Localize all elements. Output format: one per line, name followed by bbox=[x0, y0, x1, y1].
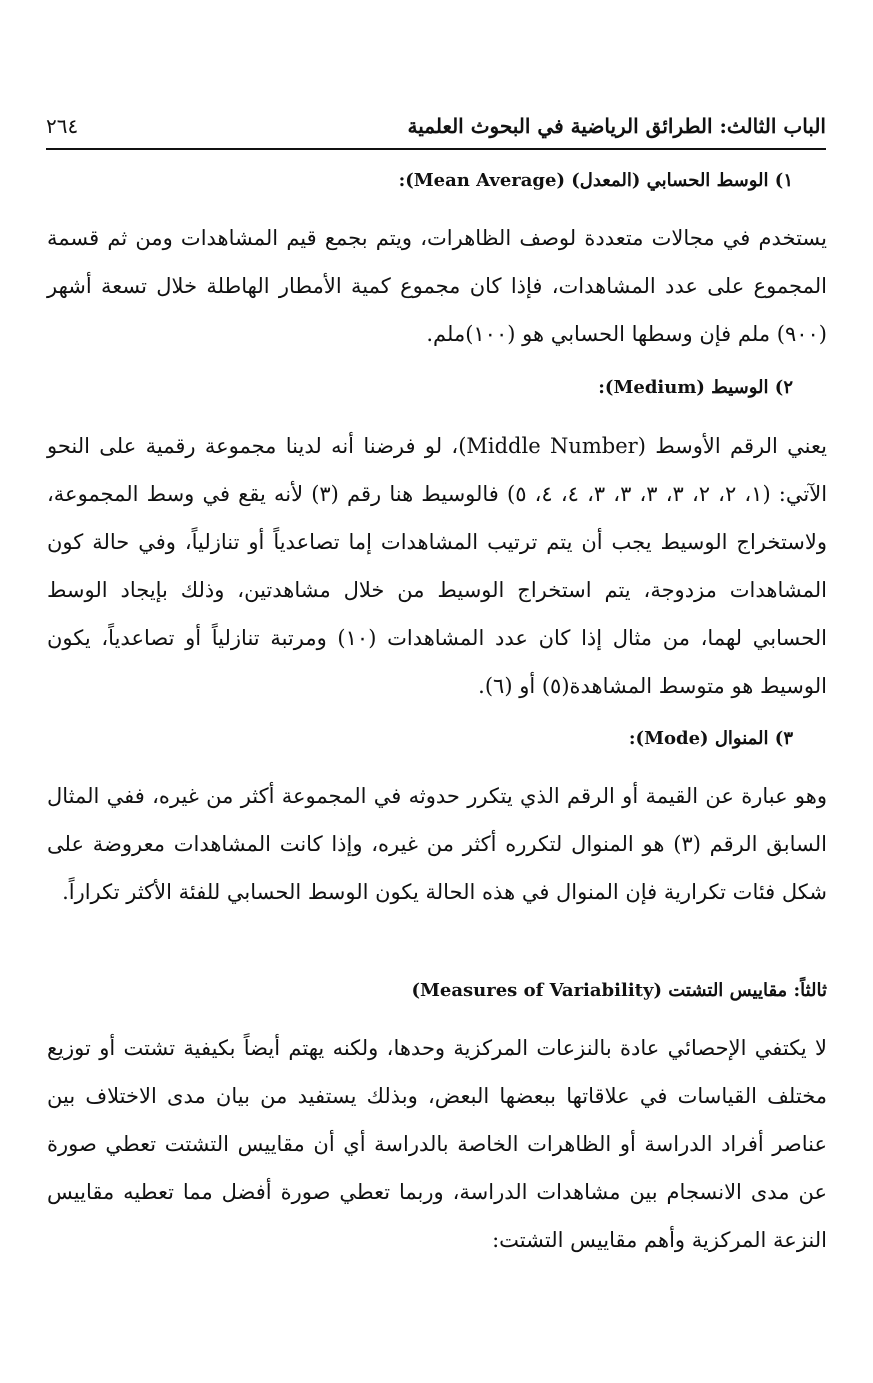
paragraph-mean: يستخدم في مجالات متعددة لوصف الظاهرات، ويتم بجمع قيم المشاهدات ومن ثم قسمة المجموع على عدد المشاهدات، فإذا كان مجموع كمية الأمطار الهاطلة خلال تسعة أشهر (٩٠٠) ملم فإن وسطها الحسابي هو (١٠٠)ملم. bbox=[47, 226, 827, 346]
paragraph-variability: لا يكتفي الإحصائي عادة بالنزعات المركزية وحدها، ولكنه يهتم أيضاً بكيفية تشتت أو توزيع مختلف القياسات في علاقاتها ببعضها البعض، وبذلك يستفيد من بيان مدى الاختلاف بين عناصر أفراد الدراسة أو الظاهرات الخاصة بالدراسة أي أن مقاييس التشتت تعطي صورة عن مدى الانسجام بين مشاهدات الدراسة، وربما تعطي صورة أفضل مما تعطيه مقاييس النزعة المركزية وأهم مقاييس التشتت: bbox=[47, 1036, 827, 1252]
chapter-title: الباب الثالث: الطرائق الرياضية في البحوث العلمية bbox=[407, 114, 826, 138]
page-header bbox=[46, 112, 826, 148]
header-divider bbox=[46, 148, 826, 150]
section-heading-mean: ١) الوسط الحسابي (المعدل) (Mean Average): bbox=[398, 170, 793, 191]
section-heading-median: ٢) الوسيط (Medium): bbox=[598, 377, 793, 398]
page-number: ٢٦٤ bbox=[46, 114, 79, 138]
section-heading-variability: ثالثاً: مقاييس التشتت (Measures of Variability) bbox=[411, 980, 827, 1001]
paragraph-mode: وهو عبارة عن القيمة أو الرقم الذي يتكرر حدوثه في المجموعة أكثر من غيره، ففي المثال السابق الرقم (٣) هو المنوال لتكرره أكثر من غيره، وإذا كانت المشاهدات معروضة على شكل فئات تكرارية فإن المنوال في هذه الحالة يكون الوسط الحسابي للفئة الأكثر تكراراً. bbox=[47, 784, 827, 904]
paragraph-median: يعني الرقم الأوسط (Middle Number)، لو فرضنا أنه لدينا مجموعة رقمية على النحو الآتي: (١، ٢، ٢، ٣، ٣، ٣، ٣، ٤، ٤، ٥) فالوسيط هنا رقم (٣) لأنه يقع في وسط المجموعة، ولاستخراج الوسيط يجب أن يتم ترتيب المشاهدات إما تصاعدياً أو تنازلياً، وفي حالة كون المشاهدات مزدوجة، يتم استخراج الوسيط من خلال مشاهدتين، وذلك بإيجاد الوسط الحسابي لهما، من مثال إذا كان عدد المشاهدات (١٠) ومرتبة تنازلياً أو تصاعدياً، يكون الوسيط هو متوسط المشاهدة(٥) أو (٦). bbox=[47, 434, 828, 698]
section-heading-mode: ٣) المنوال (Mode): bbox=[628, 728, 793, 749]
